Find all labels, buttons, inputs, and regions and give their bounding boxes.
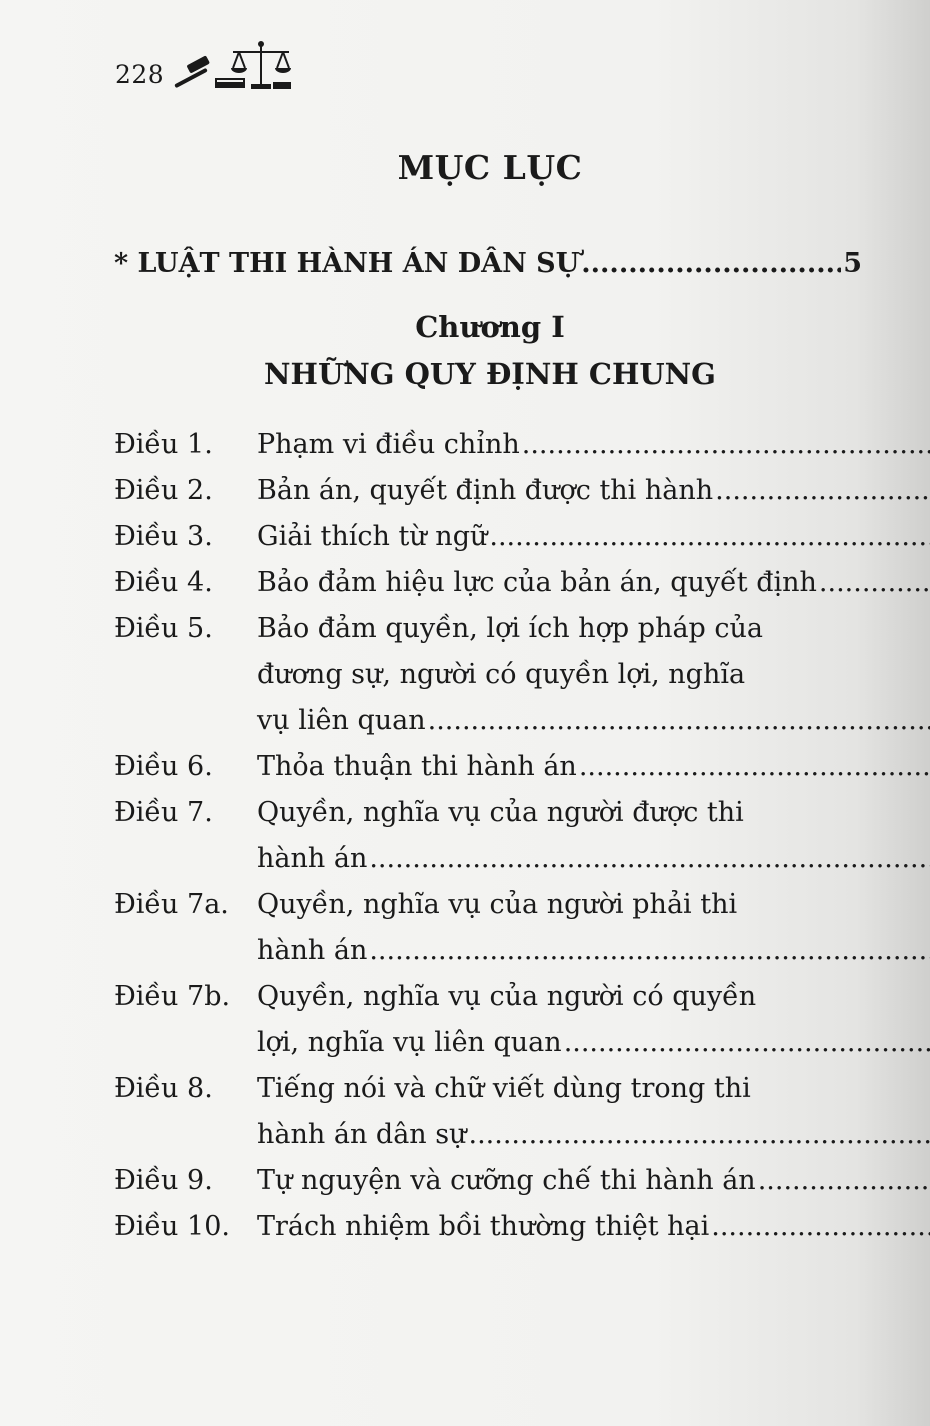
article-title-last-line bbox=[257, 560, 930, 606]
article-number: Điều 7a. bbox=[114, 889, 229, 920]
article-title-line: đương sự, người có quyền lợi, nghĩa bbox=[257, 659, 746, 690]
dot-leader bbox=[711, 1204, 930, 1250]
article-title bbox=[257, 468, 930, 514]
article-title-last-line bbox=[257, 422, 930, 468]
toc-entry bbox=[114, 468, 862, 514]
toc-entry bbox=[114, 744, 862, 790]
article-title bbox=[257, 1066, 930, 1158]
article-number: Điều 7b. bbox=[114, 981, 231, 1012]
article-title-text: Tự nguyện và cưỡng chế thi hành án bbox=[257, 1165, 756, 1196]
dot-leader bbox=[581, 248, 841, 279]
article-title bbox=[257, 422, 930, 468]
article-title-text: Bảo đảm hiệu lực của bản án, quyết định bbox=[257, 567, 817, 598]
article-title-last-line bbox=[257, 836, 930, 882]
page-header bbox=[115, 40, 315, 100]
dot-leader bbox=[369, 928, 930, 974]
toc-title: MỤC LỤC bbox=[397, 148, 583, 187]
toc-list bbox=[114, 422, 862, 1250]
toc-entry bbox=[114, 1066, 862, 1158]
article-number: Điều 8. bbox=[114, 1073, 213, 1104]
article-number: Điều 6. bbox=[114, 751, 213, 782]
article-title-text: Phạm vi điều chỉnh bbox=[257, 429, 520, 460]
article-title bbox=[257, 1158, 930, 1204]
article-title bbox=[257, 514, 930, 560]
article-title-last-line bbox=[257, 1112, 930, 1158]
article-number: Điều 2. bbox=[114, 475, 213, 506]
article-title-text: Giải thích từ ngữ bbox=[257, 521, 488, 552]
toc-entry bbox=[114, 606, 862, 744]
article-number: Điều 1. bbox=[114, 429, 213, 460]
dot-leader bbox=[564, 1020, 930, 1066]
article-title-line: Quyền, nghĩa vụ của người được thi bbox=[257, 797, 744, 828]
article-title-text: hành án dân sự bbox=[257, 1119, 467, 1150]
law-label: * LUẬT THI HÀNH ÁN DÂN SỰ bbox=[114, 248, 580, 279]
article-title-text: hành án bbox=[257, 935, 368, 966]
article-number: Điều 10. bbox=[114, 1211, 230, 1242]
article-title bbox=[257, 744, 930, 790]
toc-entry bbox=[114, 1158, 862, 1204]
article-title-last-line bbox=[257, 1204, 930, 1250]
article-title-last-line bbox=[257, 744, 930, 790]
article-title bbox=[257, 1204, 930, 1250]
article-number: Điều 9. bbox=[114, 1165, 213, 1196]
dot-leader bbox=[715, 468, 930, 514]
article-title-text: Bản án, quyết định được thi hành bbox=[257, 475, 714, 506]
dot-leader bbox=[819, 560, 930, 606]
chapter-name: NHỮNG QUY ĐỊNH CHUNG bbox=[264, 357, 716, 391]
article-number: Điều 7. bbox=[114, 797, 213, 828]
article-title-last-line bbox=[257, 1020, 930, 1066]
toc-entry bbox=[114, 514, 862, 560]
article-title-text: Thỏa thuận thi hành án bbox=[257, 751, 577, 782]
article-title-text: Trách nhiệm bồi thường thiệt hại bbox=[257, 1211, 710, 1242]
law-page: 5 bbox=[843, 248, 862, 279]
dot-leader bbox=[428, 698, 930, 744]
article-title-last-line bbox=[257, 468, 930, 514]
article-title-line: Quyền, nghĩa vụ của người phải thi bbox=[257, 889, 738, 920]
dot-leader bbox=[489, 514, 930, 560]
article-title-line: Bảo đảm quyền, lợi ích hợp pháp của bbox=[257, 613, 764, 644]
toc-entry bbox=[114, 560, 862, 606]
article-number: Điều 5. bbox=[114, 613, 213, 644]
scales-of-justice-gavel-icon bbox=[173, 40, 303, 92]
dot-leader bbox=[758, 1158, 930, 1204]
article-title bbox=[257, 974, 930, 1066]
toc-entry bbox=[114, 1204, 862, 1250]
article-title-text: lợi, nghĩa vụ liên quan bbox=[257, 1027, 562, 1058]
article-title-last-line bbox=[257, 1158, 930, 1204]
dot-leader bbox=[469, 1112, 930, 1158]
article-title-last-line bbox=[257, 928, 930, 974]
article-title-last-line bbox=[257, 514, 930, 560]
article-title bbox=[257, 790, 930, 882]
law-entry bbox=[114, 248, 862, 279]
article-title bbox=[257, 606, 930, 744]
toc-entry bbox=[114, 882, 862, 974]
article-title-last-line bbox=[257, 698, 930, 744]
article-title-line: Tiếng nói và chữ viết dùng trong thi bbox=[257, 1073, 751, 1104]
toc-entry bbox=[114, 790, 862, 882]
article-title bbox=[257, 560, 930, 606]
toc-entry bbox=[114, 974, 862, 1066]
dot-leader bbox=[522, 422, 930, 468]
dot-leader bbox=[579, 744, 930, 790]
page-number: 228 bbox=[115, 60, 165, 89]
article-title bbox=[257, 882, 930, 974]
article-number: Điều 3. bbox=[114, 521, 213, 552]
toc-entry bbox=[114, 422, 862, 468]
chapter-label: Chương I bbox=[415, 310, 565, 344]
article-number: Điều 4. bbox=[114, 567, 213, 598]
article-title-text: hành án bbox=[257, 843, 368, 874]
dot-leader bbox=[369, 836, 930, 882]
article-title-text: vụ liên quan bbox=[257, 705, 426, 736]
article-title-line: Quyền, nghĩa vụ của người có quyền bbox=[257, 981, 757, 1012]
